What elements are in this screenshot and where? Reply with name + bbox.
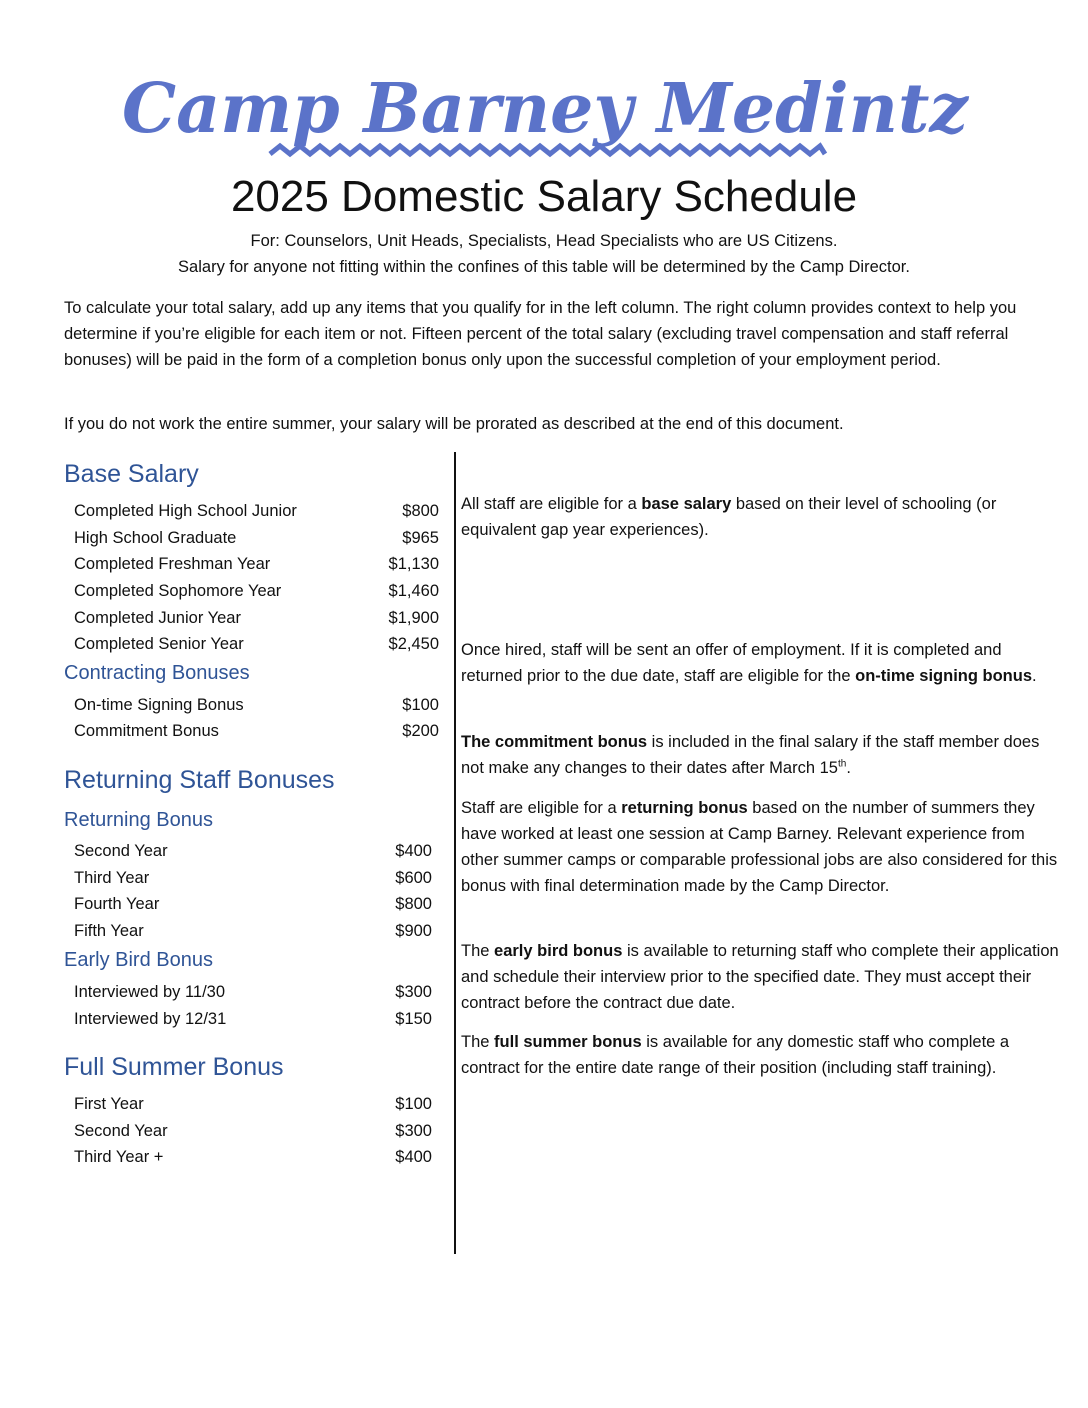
note-base-salary: All staff are eligible for a base salary based on their level of schooling (or equivalent gap year experiences). [461, 495, 997, 539]
table-row: Completed Freshman Year $1,130 [74, 555, 439, 573]
heading-early-bird-bonus: Early Bird Bonus [64, 949, 213, 971]
table-row: First Year $100 [74, 1095, 432, 1113]
heading-base-salary: Base Salary [64, 460, 199, 488]
table-row: Interviewed by 11/30 $300 [74, 983, 432, 1001]
table-row: High School Graduate $965 [74, 529, 439, 547]
heading-full-summer-bonus: Full Summer Bonus [64, 1053, 284, 1081]
table-row: Fourth Year $800 [74, 895, 432, 913]
table-row: Second Year $300 [74, 1122, 432, 1140]
note-commitment: The commitment bonus is included in the final salary if the staff member does not make any changes to their dates after March 15th. [461, 733, 1040, 777]
heading-contracting-bonuses: Contracting Bonuses [64, 662, 250, 684]
prorate-note: If you do not work the entire summer, your salary will be prorated as described at the end of this document. [64, 415, 844, 433]
intro-paragraph: To calculate your total salary, add up any items that you qualify for in the left column. The right column provides context to help you determine if you’re eligible for each item or not. Fifteen percent of the total salary (excluding travel compensation and staff referral bonuses) will be paid in the form of a completion bonus only upon the successful completion of your employment period. [64, 299, 1017, 369]
table-row: Second Year $400 [74, 842, 432, 860]
table-row: Interviewed by 12/31 $150 [74, 1010, 432, 1028]
table-row: Commitment Bonus $200 [74, 722, 439, 740]
camp-logo [122, 62, 968, 172]
subtitle-exceptions: Salary for anyone not fitting within the confines of this table will be determined by the Camp Director. [178, 258, 910, 276]
logo-text: Camp Barney Medintz [122, 69, 968, 149]
table-row: Completed High School Junior $800 [74, 502, 439, 520]
subtitle-eligibility: For: Counselors, Unit Heads, Specialists, Head Specialists who are US Citizens. [250, 232, 838, 250]
note-early-bird: The early bird bonus is available to returning staff who complete their application and schedule their interview prior to the specified date. They must accept their contract before the contract due date. [461, 942, 1059, 1012]
table-row: Completed Senior Year $2,450 [74, 635, 439, 653]
heading-returning-bonus: Returning Bonus [64, 809, 213, 831]
table-row: Third Year + $400 [74, 1148, 432, 1166]
page-title: 2025 Domestic Salary Schedule [230, 172, 858, 221]
heading-returning-staff: Returning Staff Bonuses [64, 766, 335, 794]
table-row: On-time Signing Bonus $100 [74, 696, 439, 714]
column-divider [454, 452, 456, 1254]
note-full-summer: The full summer bonus is available for any domestic staff who complete a contract for the entire date range of their position (including staff training). [461, 1033, 1010, 1077]
table-row: Completed Sophomore Year $1,460 [74, 582, 439, 600]
note-returning: Staff are eligible for a returning bonus based on the number of summers they have worked at least one session at Camp Barney. Relevant experience from other summer camps or comparable professional jobs are also considered for this bonus with final determination made by the Camp Director. [461, 799, 1058, 895]
table-row: Third Year $600 [74, 869, 432, 887]
note-on-time-signing: Once hired, staff will be sent an offer of employment. If it is completed and returned prior to the due date, staff are eligible for the on-time signing bonus. [461, 641, 1037, 685]
table-row: Fifth Year $900 [74, 922, 432, 940]
table-row: Completed Junior Year $1,900 [74, 609, 439, 627]
